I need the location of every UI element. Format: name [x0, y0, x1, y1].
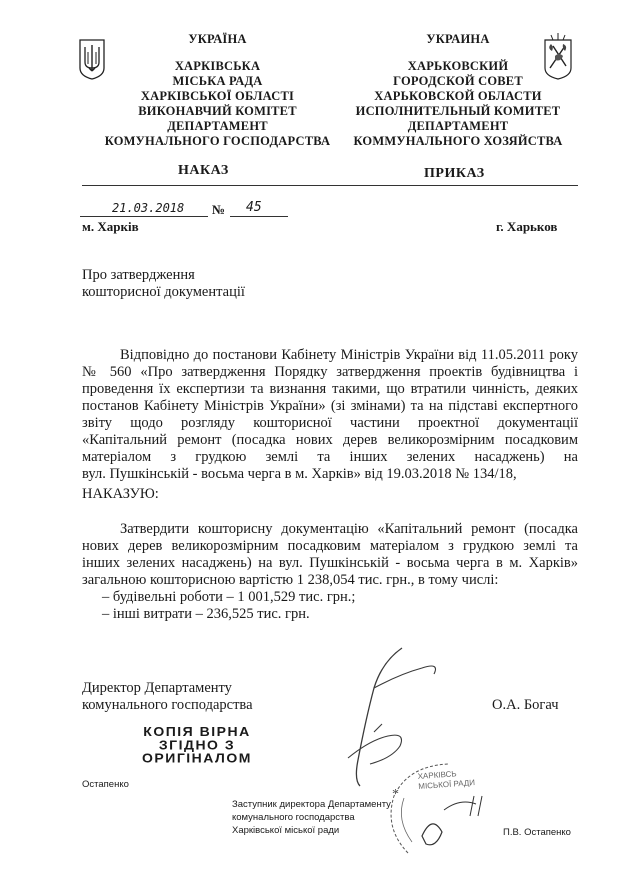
doc-type-ua: НАКАЗ [178, 163, 229, 178]
cert-line: Заступник директора Департаменту [232, 799, 391, 810]
order-number: 45 [246, 200, 262, 215]
order-item: – інші витрати – 236,525 тис. грн. [102, 606, 310, 622]
preamble-line: проведення їх експертизи та визнання такими, що втратили чинність, деяких [82, 381, 578, 397]
org-line: ДЕПАРТАМЕНТ [167, 119, 268, 133]
preamble-line: звіту щодо розгляду кошторисної частини проектної документації [82, 415, 578, 431]
org-line: ГОРОДСКОЙ СОВЕТ [393, 74, 523, 88]
org-line: КОМУНАЛЬНОГО ГОСПОДАРСТВА [104, 134, 331, 148]
seal-line: ХАРКІВСЬ [417, 769, 457, 781]
subject-line: Про затвердження [82, 267, 195, 283]
dash-bullet: – [102, 589, 113, 605]
city-ru: г. Харьков [496, 219, 558, 234]
org-line: МІСЬКА РАДА [172, 74, 263, 88]
position-line: Директор Департаменту [82, 680, 232, 696]
org-line: ХАРЬКОВСКИЙ [407, 59, 509, 73]
subject [82, 267, 245, 301]
subject-line: кошторисної документації [82, 284, 245, 300]
date-underline [80, 216, 208, 217]
position-line: комунального господарства [82, 697, 253, 713]
stamp-line: ЗГІДНО З [158, 737, 236, 752]
preamble-line: матеріалом з грудкою землі та інших зелених насаджень) на [82, 449, 578, 465]
preamble-line: № 560 «Про затвердження Порядку затвердження проектів будівництва і [82, 364, 578, 380]
cert-line: Харківської міської ради [232, 825, 340, 836]
org-line: ХАРЬКОВСКОЙ ОБЛАСТИ [374, 89, 542, 103]
stamp-line: КОПІЯ ВІРНА [143, 723, 251, 739]
header-ukrainian [100, 32, 335, 149]
order-item: – будівельні роботи – 1 001,529 тис. грн.; [102, 589, 356, 605]
org-line: ДЕПАРТАМЕНТ [407, 119, 509, 133]
certifier-name: П.В. Остапенко [503, 827, 571, 838]
org-line: КОММУНАЛЬНОГО ХОЗЯЙСТВА [353, 134, 563, 148]
svg-text:*: * [392, 787, 399, 802]
header-russian [338, 32, 578, 149]
preamble-line: вул. Пушкінській - восьма черга в м. Харків» від 19.03.2018 № 134/18, [82, 466, 517, 482]
preamble-line: Відповідно до постанови Кабінету Міністрів України від 11.05.2011 року [120, 347, 578, 363]
country-name-ua: УКРАЇНА [188, 32, 247, 46]
signature-position [82, 680, 253, 714]
org-line: ИСПОЛНИТЕЛЬНЫЙ КОМИТЕТ [355, 104, 561, 118]
preamble [82, 347, 578, 483]
org-line: ХАРКІВСЬКА [174, 59, 261, 73]
executor-name: Остапенко [82, 779, 129, 790]
number-label: № [212, 202, 226, 217]
stamp-line: ОРИГІНАЛОМ [142, 750, 252, 766]
certification-block [232, 798, 391, 837]
preamble-line: «Капітальний ремонт (посадка нових дерев великорозмірним посадковим [82, 432, 578, 448]
city-ua: м. Харків [82, 219, 139, 234]
country-name-ru: УКРАИНА [426, 32, 490, 46]
signatory-name: О.А. Богач [492, 697, 559, 713]
order-date: 21.03.2018 [112, 201, 185, 215]
number-underline [230, 216, 288, 217]
preamble-line: постанов Кабінету Міністрів України» (зі змінами) та на підставі експертного [82, 398, 578, 414]
seal-line: МІСЬКОЇ РАДИ [418, 778, 476, 791]
order-line: інших зелених насаджень) на вул. Пушкінській - восьма черга в м. Харків» [82, 555, 578, 571]
order-line: Затвердити кошторисну документацію «Капітальний ремонт (посадка [120, 521, 578, 537]
doc-type-ru: ПРИКАЗ [424, 166, 485, 181]
org-line: ХАРКІВСЬКОЇ ОБЛАСТІ [140, 89, 295, 103]
header-divider [82, 185, 578, 186]
seal-text [417, 768, 475, 792]
order-line: загальною кошторисною вартістю 1 238,054 тис. грн., в тому числі: [82, 572, 499, 588]
copy-true-stamp [140, 725, 254, 765]
dash-bullet: – [102, 606, 113, 622]
cert-line: комунального господарства [232, 812, 355, 823]
org-line: ВИКОНАВЧИЙ КОМІТЕТ [138, 104, 297, 118]
order-text [82, 521, 578, 623]
order-line: нових дерев великорозмірним посадковим матеріалом з грудкою землі та [82, 538, 578, 554]
order-word: НАКАЗУЮ: [82, 486, 159, 502]
